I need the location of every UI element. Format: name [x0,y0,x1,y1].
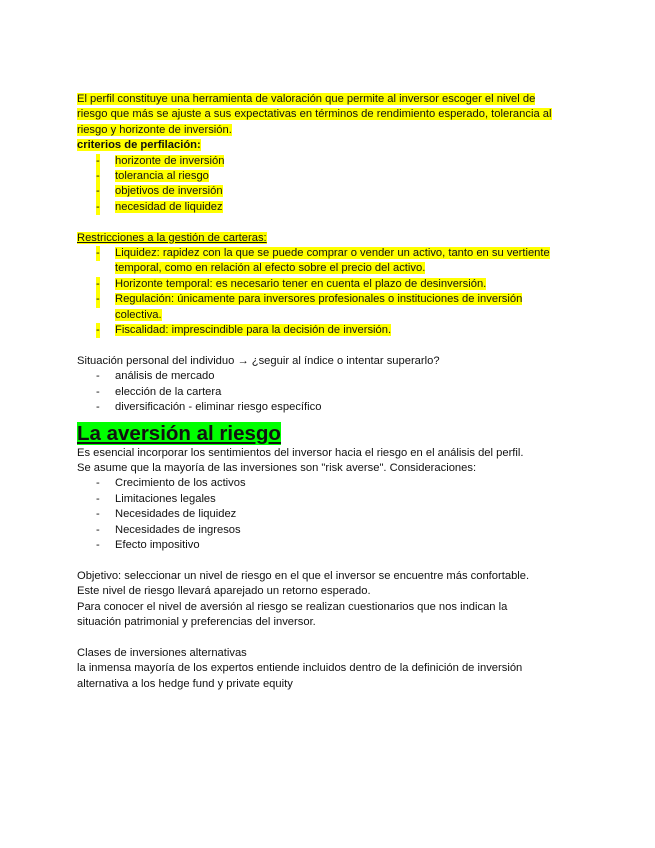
list-item: - necesidad de liquidez [77,200,587,215]
aversion-paragraph: Se asume que la mayoría de las inversiones son "risk averse". Consideraciones: [77,461,477,474]
list-item: - Efecto impositivo [96,538,200,551]
list-item: - diversificación - eliminar riesgo específico [96,401,322,414]
list-item-continuation: temporal, como en relación al efecto sobre el precio del activo. [115,262,426,275]
list-item-continuation: colectiva. [115,308,162,321]
list-item: - Limitaciones legales [96,492,216,505]
intro-line: riesgo y horizonte de inversión. [77,123,232,136]
list-item: - Necesidades de ingresos [96,523,241,536]
list-item: - elección de la cartera [96,385,222,398]
situacion-list [77,369,587,415]
list-item: - Necesidades de liquidez [96,508,237,521]
list-item: - Liquidez: rapidez con la que se puede comprar o vender un activo, tanto en su vertiente [77,246,587,261]
clases-heading: Clases de inversiones alternativas [77,646,247,659]
criterios-heading: criterios de perfilación: [77,139,201,152]
list-item: - Crecimiento de los activos [96,477,246,490]
intro-line: riesgo que más se ajuste a sus expectativas en términos de rendimiento esperado, tolerancia al [77,108,552,121]
list-item: - objetivos de inversión [77,184,587,199]
intro-line: El perfil constituye una herramienta de valoración que permite al inversor escoger el nivel de [77,93,536,105]
aversion-paragraph: Es esencial incorporar los sentimientos del inversor hacia el riesgo en el análisis del perfil. [77,446,524,459]
list-item: - horizonte de inversión [77,154,587,169]
restricciones-list [77,246,587,338]
list-item: - tolerancia al riesgo [77,169,587,184]
list-item: - Fiscalidad: imprescindible para la decisión de inversión. [77,323,587,338]
situacion-heading: Situación personal del individuo → ¿seguir al índice o intentar superarlo? [77,354,440,367]
intro-paragraph [77,92,587,138]
list-item: - Horizonte temporal: es necesario tener en cuenta el plazo de desinversión. [77,277,587,292]
list-item: - Regulación: únicamente para inversores profesionales o instituciones de inversión [77,292,587,307]
document-page [77,92,587,692]
list-item: - análisis de mercado [96,370,215,383]
clases-line: alternativa a los hedge fund y private equity [77,677,293,690]
restricciones-heading: Restricciones a la gestión de carteras: [77,231,267,244]
clases-line: la inmensa mayoría de los expertos entiende incluidos dentro de la definición de inversión [77,662,523,675]
consideraciones-list [77,476,587,553]
objetivo-paragraph: Objetivo: seleccionar un nivel de riesgo en el que el inversor se encuentre más confortable. Este nivel de riesgo llevará aparejado un retorno esperado. Para conocer el nivel de aversión al riesgo se realizan cuestionarios que nos indican la situación patrimonial y preferencias del inversor. [77,569,530,628]
criterios-list [77,154,587,216]
section-title: La aversión al riesgo [77,421,281,445]
